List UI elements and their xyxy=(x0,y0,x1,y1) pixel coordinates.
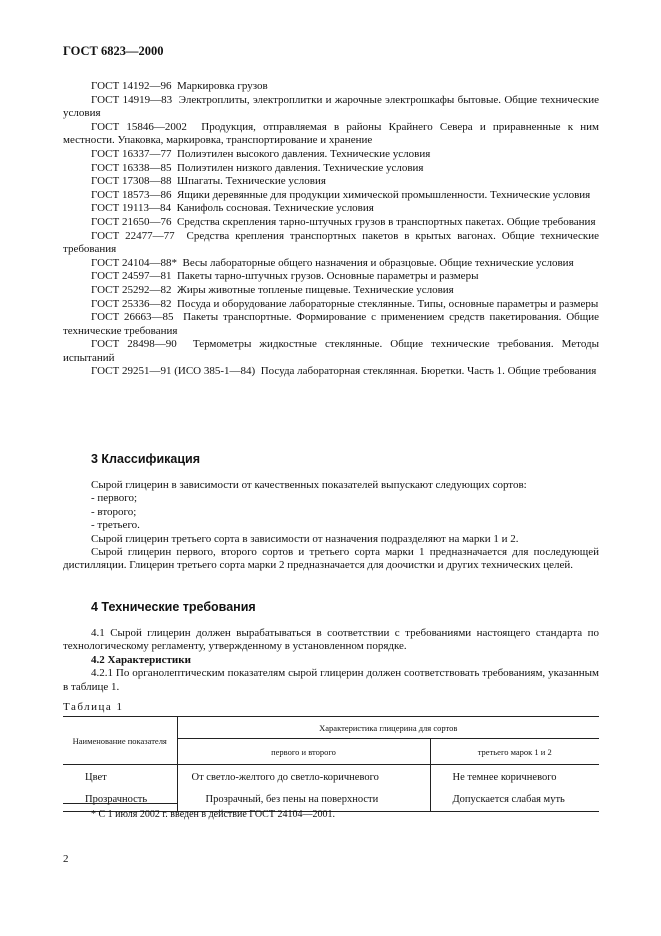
reference-item: ГОСТ 15846—2002 Продукция, отправляемая в районы Крайнего Севера и приравненные к ним местности. Упаковка, маркировка, транспортирование и хранение xyxy=(63,120,599,147)
column-header-first-second: первого и второго xyxy=(177,739,430,765)
reference-item: ГОСТ 24104—88* Весы лабораторные общего назначения и образцовые. Общие технические условия xyxy=(91,256,574,269)
reference-item: ГОСТ 16338—85 Полиэтилен низкого давления. Технические условия xyxy=(91,161,424,174)
table-1 xyxy=(63,716,599,812)
section-3-body xyxy=(63,479,599,573)
column-header-third: третьего марок 1 и 2 xyxy=(430,739,599,765)
reference-item: ГОСТ 14192—96 Маркировка грузов xyxy=(91,80,268,92)
reference-item: ГОСТ 29251—91 (ИСО 385-1—84) Посуда лабораторная стеклянная. Бюретки. Часть 1. Общие требования xyxy=(91,365,597,378)
table-row xyxy=(63,787,599,812)
normative-references xyxy=(63,80,599,379)
reference-item: ГОСТ 24597—81 Пакеты тарно-штучных грузов. Основные параметры и размеры xyxy=(91,270,479,283)
section-3-paragraph: Сырой глицерин третьего сорта в зависимости от назначения подразделяют на марки 1 и 2. xyxy=(91,532,519,545)
section-4-body xyxy=(63,627,599,694)
table-caption: Таблица 1 xyxy=(63,701,124,713)
section-4-title: 4 Технические требования xyxy=(91,600,256,614)
grade-item: - второго; xyxy=(91,505,137,518)
row-value-a: От светло-желтого до светло-коричневого xyxy=(177,765,430,788)
grade-item: - первого; xyxy=(91,492,138,505)
table-row xyxy=(63,765,599,788)
reference-item: ГОСТ 19113—84 Канифоль сосновая. Технические условия xyxy=(91,202,374,215)
reference-item: ГОСТ 25292—82 Жиры животные топленые пищевые. Технические условия xyxy=(91,283,454,296)
reference-item: ГОСТ 17308—88 Шпагаты. Технические условия xyxy=(91,175,326,188)
page-number: 2 xyxy=(63,853,69,865)
subsection-title: 4.2 Характеристики xyxy=(91,653,191,666)
reference-item: ГОСТ 18573—86 Ящики деревянные для продукции химической промышленности. Технические условия xyxy=(91,188,591,201)
document-header: ГОСТ 6823—2000 xyxy=(63,44,164,58)
footnote-divider xyxy=(63,803,177,804)
column-header-name: Наименование показателя xyxy=(63,717,177,765)
row-value-b: Допускается слабая муть xyxy=(430,787,599,812)
section-3-intro: Сырой глицерин в зависимости от качественных показателей выпускают следующих сортов: xyxy=(91,479,527,491)
row-name: Цвет xyxy=(63,765,177,788)
column-group-header: Характеристика глицерина для сортов xyxy=(177,717,599,739)
section-4-paragraph: 4.2.1 По органолептическим показателям сырой глицерин должен соответствовать требованиям, указанным в таблице 1. xyxy=(63,667,599,693)
grade-item: - третьего. xyxy=(91,519,140,532)
reference-item: ГОСТ 21650—76 Средства скрепления тарно-штучных грузов в транспортных пакетах. Общие требования xyxy=(91,215,596,228)
row-value-b: Не темнее коричневого xyxy=(452,772,557,783)
section-3-paragraph: Сырой глицерин первого, второго сортов и третьего сорта марки 1 предназначается для последующей дистилляции. Глицерин третьего сорта марки 2 предназначается для доочистки и других технических целей. xyxy=(63,546,599,572)
reference-item: ГОСТ 26663—85 Пакеты транспортные. Формирование с применением средств пакетирования. Общие технические требования xyxy=(63,311,599,337)
reference-item: ГОСТ 22477—77 Средства крепления транспортных пакетов в крытых вагонах. Общие технические требования xyxy=(63,229,600,256)
row-value-a: Прозрачный, без пены на поверхности xyxy=(177,787,430,812)
reference-item: ГОСТ 16337—77 Полиэтилен высокого давления. Технические условия xyxy=(91,147,431,160)
section-4-paragraph: 4.1 Сырой глицерин должен вырабатываться в соответствии с требованиями настоящего стандарта по технологическому регламенту, утвержденному в установленном порядке. xyxy=(63,627,599,653)
reference-item: ГОСТ 25336—82 Посуда и оборудование лабораторные стеклянные. Типы, основные параметры и размеры xyxy=(91,297,599,310)
row-name: Прозрачность xyxy=(63,787,177,812)
reference-item: ГОСТ 28498—90 Термометры жидкостные стеклянные. Общие технические требования. Методы испытаний xyxy=(63,338,600,364)
reference-item: ГОСТ 14919—83 Электроплиты, электроплитки и жарочные электрошкафы бытовые. Общие технические условия xyxy=(63,93,599,120)
footnote: * С 1 июля 2002 г. введен в действие ГОСТ 24104—2001. xyxy=(91,809,335,820)
section-3-title: 3 Классификация xyxy=(91,452,201,466)
